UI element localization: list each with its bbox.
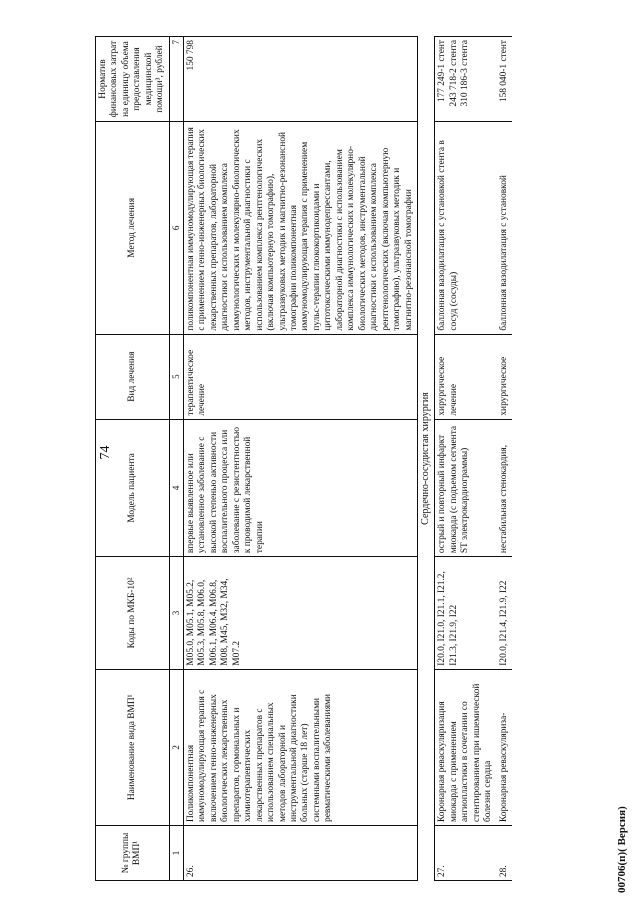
group-number: 28. bbox=[497, 825, 512, 880]
treatment-type: хирургическое bbox=[497, 334, 512, 419]
section-row bbox=[418, 37, 435, 881]
icd-codes: I20.0, I21.0, I21.1, I21.2, I21.3, I21.9, I22 bbox=[435, 557, 497, 670]
header-patient-model: Модель пациента bbox=[96, 419, 170, 557]
patient-model: нестабильная стенокардия, bbox=[497, 419, 512, 557]
group-number: 27. bbox=[435, 825, 497, 880]
header-icd-codes: Коды по МКБ-10² bbox=[96, 557, 170, 670]
vmp-name: Коронарная реваскуляриза- bbox=[497, 669, 512, 825]
icd-codes: I20.0, I21.4, I21.9, I22 bbox=[497, 557, 512, 670]
price-line: 177 249-1 стент bbox=[437, 40, 448, 103]
table-row bbox=[497, 37, 512, 881]
treatment-method: баллонная вазодилатация с установкой bbox=[497, 122, 512, 335]
price-line: 150 798 bbox=[185, 40, 196, 71]
header-treatment-type: Вид лечения bbox=[96, 334, 170, 419]
treatment-type: терапевтическое лечение bbox=[183, 334, 417, 419]
patient-model: впервые выявленное или установленное заболевание с высокой степенью активности воспалительного процесса или заболевание с резистентностью к проводимой лекарственной терапии bbox=[183, 419, 417, 557]
cost-norm bbox=[183, 37, 417, 122]
treatment-method: поликомпонентная иммуномодулирующая терапия с применением генно-инженерных биологических лекарственных препаратов, лабораторной диагностики с использованием комплекса иммунологических и молекулярно-биологических методов, инструментальной диагностики с использованием комплекса рентгенологических (включая компьютерную томографию), ультразвуковых методик и магнитно-резонансной томографии поликомпонентная иммуномодулирующая терапия с применением пульс-терапии глюкокортикоидами и цитотоксическими иммунодепрессантами, лабораторной диагностики с использованием комплекса иммунологических и молекулярно-биологических методов, инструментальной диагностики с использованием комплекса рентгенологических (включая компьютерную томографию), ультразвуковых методик и магнитно-резонансной томографии bbox=[183, 122, 417, 335]
page-number: 74 bbox=[98, 445, 113, 460]
vmp-name: Поликомпонентная иммуномодулирующая терапия с включением генно-инженерных биологических лекарственных препаратов, гормональных и химиотерапевтических лекарственных препаратов с использованием специальных методов лабораторной и инструментальной диагностики больных (старше 18 лет) системными воспалительными ревматическими заболеваниями bbox=[183, 669, 417, 825]
column-number: 5 bbox=[169, 334, 183, 419]
column-number: 1 bbox=[169, 825, 183, 880]
table-row bbox=[435, 37, 497, 881]
document-code: 00706(п)( Версия) bbox=[616, 806, 628, 893]
icd-codes: M05.0, M05.1, M05.2, M05.3, M05.8, M06.0, M06.1, M06.4, M06.8, M08, M45, M32, M34, M07.2 bbox=[183, 557, 417, 670]
vmp-table bbox=[95, 36, 512, 881]
treatment-method: баллонная вазодилатация с установкой стента в сосуд (сосуды) bbox=[435, 122, 497, 335]
column-number: 2 bbox=[169, 669, 183, 825]
price-line: 310 186-3 стента bbox=[460, 40, 471, 107]
treatment-type: хирургическое лечение bbox=[435, 334, 497, 419]
column-number: 7 bbox=[169, 37, 183, 122]
header-group-number: № группы ВМП¹ bbox=[96, 825, 170, 880]
column-number-row bbox=[169, 37, 183, 881]
column-number: 4 bbox=[169, 419, 183, 557]
price-line: 158 040-1 стент bbox=[498, 40, 509, 103]
cost-norm bbox=[435, 37, 497, 122]
header-cost-norm: Норматив финансовых затрат на единицу объема предоставления медицинской помощи³, рублей bbox=[96, 37, 170, 122]
column-number: 3 bbox=[169, 557, 183, 670]
header-vmp-name: Наименование вида ВМП¹ bbox=[96, 669, 170, 825]
vmp-name: Коронарная реваскуляризация миокарда с применением ангиопластики в сочетании со стентированием при ишемической болезни сердца bbox=[435, 669, 497, 825]
patient-model: острый и повторный инфаркт миокарда (с подъемом сегмента ST электрокардиограммы) bbox=[435, 419, 497, 557]
price-line: 243 718-2 стента bbox=[448, 40, 459, 107]
column-number: 6 bbox=[169, 122, 183, 335]
header-treatment-method: Метод лечения bbox=[96, 122, 170, 335]
section-title: Сердечно-сосудистая хирургия bbox=[418, 37, 435, 881]
cost-norm bbox=[497, 37, 512, 122]
header-row bbox=[96, 37, 170, 881]
group-number: 26. bbox=[183, 825, 417, 880]
table-row bbox=[183, 37, 417, 881]
